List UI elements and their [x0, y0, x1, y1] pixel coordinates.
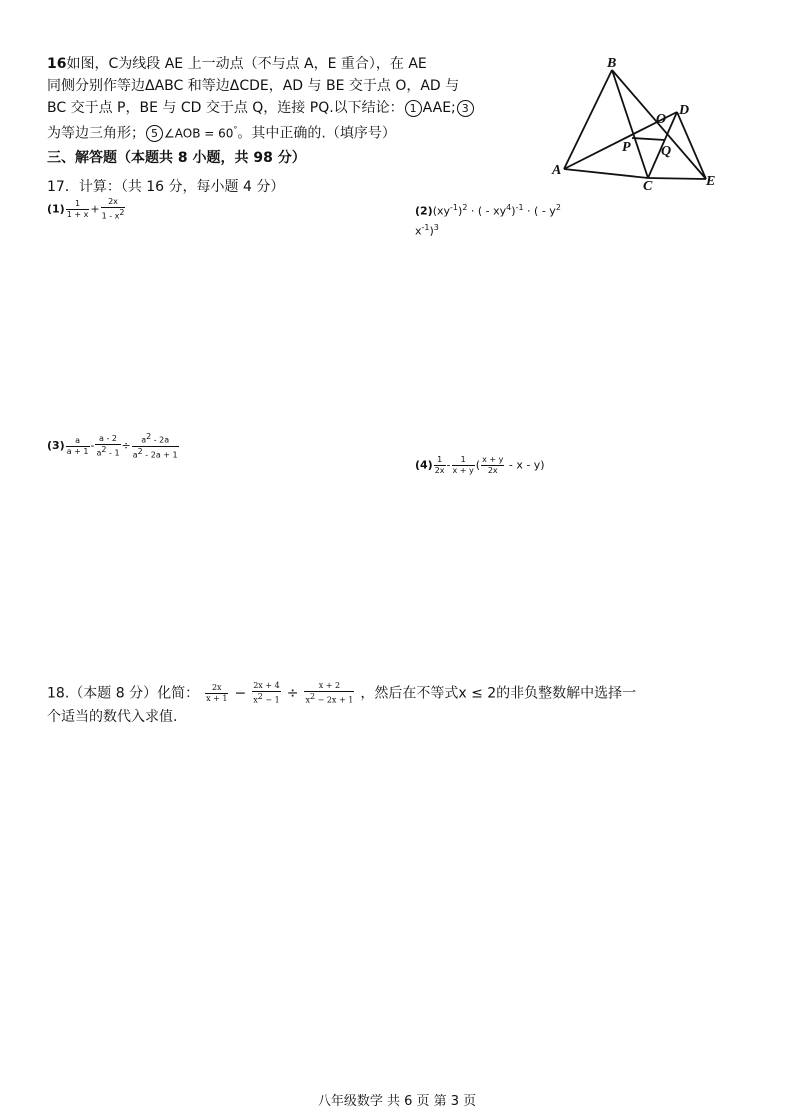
segment-DE	[677, 112, 706, 179]
q17-part4: (4) $\frac{1}{2x}$ - $\frac{1}{x + y}$ ( $\frac{x + y}{2x}$ - x - y)	[415, 455, 545, 475]
q17-part3: (3) $\frac{a}{a + 1}$ - $\frac{a - 2}{a^2 - 1}$ ÷ $\frac{a^2 - 2a}{a^2 - 2a + 1}$	[47, 432, 178, 460]
circled-5: 5	[146, 125, 163, 142]
circled-3: 3	[457, 100, 474, 117]
label-B: B	[607, 56, 617, 71]
label-A: A	[552, 163, 562, 178]
fraction: $\frac{2x + 4}{x^2 - 1}$	[253, 681, 280, 705]
fraction: $\frac{a}{a + 1}$	[66, 435, 89, 456]
q16-line4: 为等边三角形； 5 ∠AOB = 60°。其中正确的.（填序号）	[47, 125, 396, 142]
geometry-figure	[548, 52, 728, 194]
fraction: $\frac{x + y}{2x}$	[482, 455, 504, 475]
fraction: $\frac{x + 2}{x^2 - 2x + 1}$	[305, 681, 354, 705]
label-E: E	[706, 174, 716, 189]
circled-1: 1	[405, 100, 422, 117]
q16-line1: 16如图，C为线段 AE 上一动点（不与点 A，E 重合），在 AE	[47, 56, 427, 72]
label-P: P	[622, 140, 631, 155]
q17-part1: (1) $\frac{1}{1 + x}$ + $\frac{2x}{1 - x^2}$	[47, 197, 125, 221]
fraction: $\frac{a - 2}{a^2 - 1}$	[96, 433, 120, 458]
segment-PQ	[632, 138, 665, 140]
q16-line3: BC 交于点 P，BE 与 CD 交于点 Q，连接 PQ.以下结论： 1 AAE; 3	[47, 98, 475, 118]
segment-AB	[564, 70, 612, 169]
label-D: D	[679, 103, 690, 118]
section-3-heading: 三、解答题（本题共 8 小题，共 98 分）	[47, 150, 306, 166]
label-Q: Q	[661, 144, 672, 159]
fraction: $\frac{a^2 - 2a}{a^2 - 2a + 1}$	[132, 432, 178, 460]
q16-number: 16	[47, 56, 67, 72]
q18-line2: 个适当的数代入求值.	[47, 709, 178, 725]
fraction: $\frac{1}{1 + x}$	[66, 198, 89, 219]
page-footer: 八年级数学 共 6 页 第 3 页	[317, 1094, 477, 1109]
fraction: $\frac{1}{2x}$	[434, 455, 445, 475]
label-C: C	[643, 179, 653, 194]
fraction: $\frac{1}{x + y}$	[452, 455, 474, 475]
fraction: $\frac{2x}{x + 1}$	[206, 682, 228, 703]
q18-line1: 18.（本题 8 分）化简： $\frac{2x}{x + 1}$ − $\frac{2x + 4}{x^2 - 1}$ ÷ $\frac{x + 2}{x^2 - 2x + 1}$ ，然后在不等式x ≤ 2的非负整数解中选择一	[47, 681, 637, 705]
segment-AC	[564, 169, 648, 178]
segment-BC	[612, 70, 648, 178]
q17-title: 17．计算：（共 16 分，每小题 4 分）	[47, 179, 285, 195]
q16-line2: 同侧分别作等边ΔABC 和等边ΔCDE，AD 与 BE 交于点 O，AD 与	[47, 78, 460, 94]
segment-CE	[648, 178, 706, 179]
fraction: $\frac{2x}{1 - x^2}$	[101, 197, 125, 221]
label-O: O	[656, 112, 667, 127]
q17-part2: $(2)(xy^{-1})^2$ · ( - $xy^4)^{-1}$ · ( - $y^2$ $x^{-1})^3$	[415, 203, 561, 238]
